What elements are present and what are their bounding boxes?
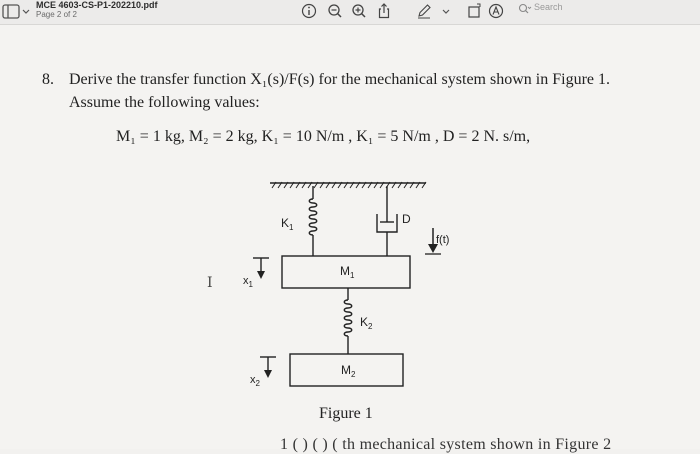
k2-label: $K_2$ [360, 315, 373, 331]
x2-label: $x_2$ [250, 374, 260, 388]
question-text-line2: Assume the following values: [69, 94, 260, 111]
page-indicator: Page 2 of 2 [36, 10, 77, 19]
force-label: f(t) [436, 234, 450, 246]
cutoff-next-question: 1 ( ) ( ) ( th mechanical system shown in Figure 2 [280, 436, 612, 453]
x1-arrow [253, 258, 269, 279]
text-cursor-icon: I [207, 275, 213, 291]
spring-k1 [309, 186, 317, 256]
document-title: MCE 4603-CS-P1-202210.pdf [36, 0, 158, 10]
d-label: D [402, 212, 411, 226]
damper-d [377, 186, 397, 256]
figure-caption: Figure 1 [319, 405, 373, 422]
question-text-line1: Derive the transfer function X₁(s)/F(s) for the mechanical system shown in Figure 1. [69, 71, 610, 88]
spring-k2 [344, 288, 352, 354]
question-number: 8. [42, 71, 54, 88]
ground-hatch [270, 182, 426, 188]
m1-label: $M_1$ [340, 264, 355, 280]
question-values: M₁ = 1 kg, M₂ = 2 kg, K₁ = 10 N/m , K₁ = 5 N/m , D = 2 N. s/m, [116, 128, 531, 145]
search-placeholder: Search [534, 2, 563, 12]
m2-label: $M_2$ [341, 363, 356, 379]
k1-label: $K_1$ [281, 216, 294, 232]
x1-label: $x_1$ [243, 275, 253, 289]
x2-arrow [260, 357, 276, 378]
